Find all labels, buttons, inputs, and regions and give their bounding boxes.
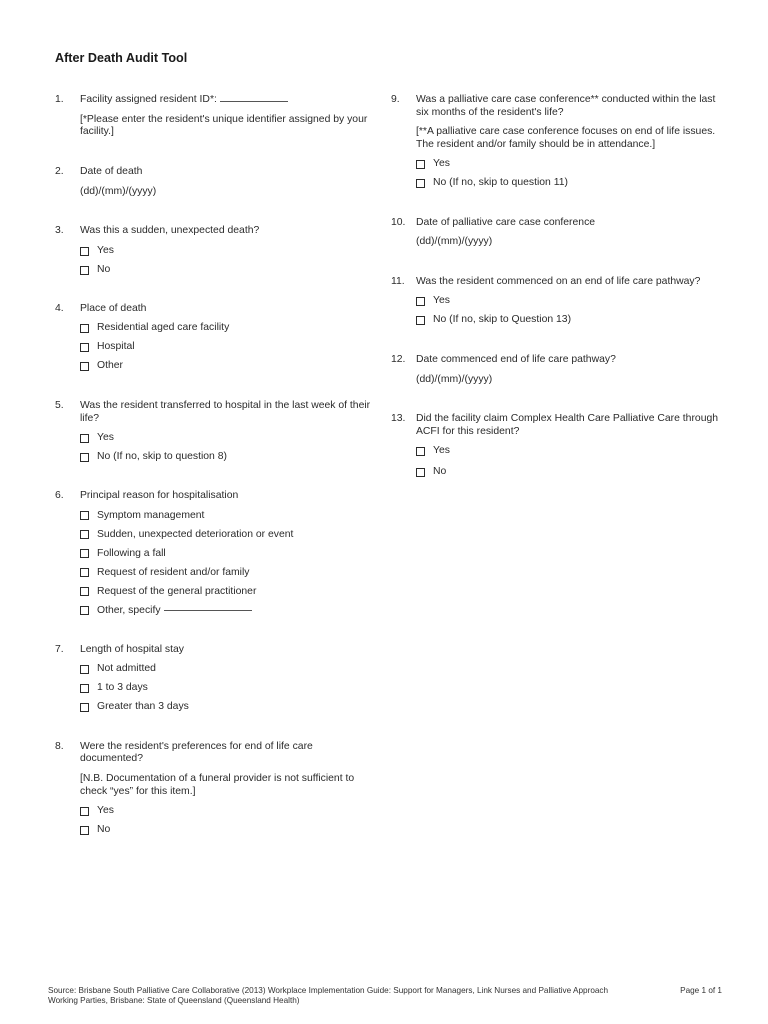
right-column bbox=[391, 94, 721, 506]
option-label: No (If no, skip to Question 13) bbox=[433, 314, 572, 326]
option-label: Request of the general practitioner bbox=[97, 585, 257, 597]
option-label: Following a fall bbox=[97, 547, 166, 559]
option-following-fall[interactable] bbox=[80, 548, 375, 560]
date-format-field[interactable]: (dd)/(mm)/(yyyy) bbox=[416, 373, 493, 385]
option-other[interactable] bbox=[80, 361, 375, 373]
question-7 bbox=[55, 644, 375, 714]
option-not-admitted[interactable] bbox=[80, 664, 375, 676]
option-label: Not admitted bbox=[97, 663, 156, 675]
question-text: Was the resident transferred to hospital in the last week of their life? bbox=[80, 399, 371, 424]
option-no[interactable] bbox=[80, 264, 375, 276]
question-text: Were the resident's preferences for end of life care documented? bbox=[80, 740, 313, 765]
question-number: 8. bbox=[55, 740, 64, 752]
question-number: 1. bbox=[55, 94, 64, 105]
question-text: Facility assigned resident ID*: bbox=[80, 94, 375, 107]
option-residential-aged-care[interactable] bbox=[80, 323, 375, 335]
checkbox-icon[interactable] bbox=[80, 530, 89, 539]
checkbox-icon[interactable] bbox=[80, 587, 89, 596]
option-symptom-management[interactable] bbox=[80, 510, 375, 522]
question-13 bbox=[391, 413, 721, 478]
question-number: 5. bbox=[55, 399, 64, 411]
checkbox-icon[interactable] bbox=[80, 324, 89, 333]
question-note: [N.B. Documentation of a funeral provider is not sufficient to check “yes” for this item.] bbox=[80, 772, 355, 797]
question-text: Was the resident commenced on an end of life care pathway? bbox=[416, 276, 701, 288]
option-label: Residential aged care facility bbox=[97, 322, 230, 334]
page-number: Page 1 of 1 bbox=[680, 986, 722, 995]
option-label: Yes bbox=[433, 158, 450, 170]
date-format-field[interactable]: (dd)/(mm)/(yyyy) bbox=[416, 236, 493, 248]
question-number: 3. bbox=[55, 225, 64, 237]
checkbox-icon[interactable] bbox=[80, 434, 89, 443]
option-label: Other, specify bbox=[97, 604, 161, 616]
option-yes[interactable] bbox=[416, 446, 721, 458]
checkbox-icon[interactable] bbox=[80, 606, 89, 615]
question-9 bbox=[391, 94, 721, 190]
question-note: [**A palliative care case conference focuses on end of life issues. The resident and/or family should be in attendance.] bbox=[416, 126, 716, 151]
option-label: No (If no, skip to question 8) bbox=[97, 450, 227, 462]
left-column bbox=[55, 94, 375, 863]
checkbox-icon[interactable] bbox=[80, 343, 89, 352]
option-request-gp[interactable] bbox=[80, 586, 375, 598]
page-footer bbox=[48, 986, 722, 1006]
question-text: Date of death bbox=[80, 166, 143, 178]
question-text: Date of palliative care case conference bbox=[416, 216, 596, 228]
option-greater-than-3-days[interactable] bbox=[80, 702, 375, 714]
question-number: 11. bbox=[391, 276, 405, 288]
resident-id-blank-field[interactable] bbox=[220, 101, 288, 102]
option-label: 1 to 3 days bbox=[97, 682, 148, 694]
question-1 bbox=[55, 94, 375, 139]
question-4 bbox=[55, 303, 375, 373]
option-yes[interactable] bbox=[416, 159, 721, 171]
option-label: No bbox=[433, 466, 447, 478]
question-text: Place of death bbox=[80, 303, 147, 315]
option-yes[interactable] bbox=[80, 432, 375, 444]
checkbox-icon[interactable] bbox=[416, 316, 425, 325]
option-label: Sudden, unexpected deterioration or event bbox=[97, 528, 294, 540]
checkbox-icon[interactable] bbox=[416, 160, 425, 169]
question-number: 2. bbox=[55, 166, 64, 178]
checkbox-icon[interactable] bbox=[416, 447, 425, 456]
question-8 bbox=[55, 741, 375, 837]
option-label: Other bbox=[97, 360, 123, 372]
checkbox-icon[interactable] bbox=[416, 468, 425, 477]
question-10 bbox=[391, 217, 721, 249]
question-text: Did the facility claim Complex Health Care Palliative Care through ACFI for this resident? bbox=[416, 413, 719, 437]
option-no[interactable] bbox=[80, 451, 375, 463]
option-hospital[interactable] bbox=[80, 342, 375, 354]
option-sudden-deterioration[interactable] bbox=[80, 529, 375, 541]
option-other-specify[interactable] bbox=[80, 605, 375, 617]
option-label: Symptom management bbox=[97, 509, 205, 521]
question-text: Was this a sudden, unexpected death? bbox=[80, 225, 260, 237]
option-no[interactable] bbox=[80, 824, 375, 836]
checkbox-icon[interactable] bbox=[80, 807, 89, 816]
option-label: Hospital bbox=[97, 341, 135, 353]
question-text: Length of hospital stay bbox=[80, 643, 184, 655]
question-number: 10. bbox=[391, 216, 406, 228]
question-number: 12. bbox=[391, 353, 406, 365]
question-number: 7. bbox=[55, 643, 64, 655]
checkbox-icon[interactable] bbox=[80, 362, 89, 371]
question-2 bbox=[55, 166, 375, 198]
question-11 bbox=[391, 276, 721, 327]
option-label: Yes bbox=[97, 804, 114, 816]
option-label: Yes bbox=[433, 445, 450, 457]
option-no[interactable] bbox=[416, 467, 721, 479]
option-label: Greater than 3 days bbox=[97, 701, 189, 713]
question-text: Principal reason for hospitalisation bbox=[80, 490, 239, 502]
option-label: Yes bbox=[97, 431, 114, 443]
checkbox-icon[interactable] bbox=[80, 826, 89, 835]
question-note: [*Please enter the resident's unique identifier assigned by your facility.] bbox=[80, 113, 368, 138]
option-1-to-3-days[interactable] bbox=[80, 683, 375, 695]
checkbox-icon[interactable] bbox=[80, 247, 89, 256]
other-specify-blank-field[interactable] bbox=[164, 610, 252, 611]
option-request-resident-family[interactable] bbox=[80, 567, 375, 579]
question-12 bbox=[391, 354, 721, 386]
checkbox-icon[interactable] bbox=[416, 297, 425, 306]
option-label: Yes bbox=[433, 295, 450, 307]
checkbox-icon[interactable] bbox=[80, 511, 89, 520]
question-text: Was a palliative care case conference** conducted within the last six months of the resident's life? bbox=[416, 94, 716, 118]
option-no[interactable] bbox=[416, 315, 721, 327]
question-number: 4. bbox=[55, 303, 64, 315]
source-citation: Source: Brisbane South Palliative Care Collaborative (2013) Workplace Implementation Guide: Support for Managers, Link Nurses and Palliative Approach Working Parties, Brisbane: State of Queensland (Queensland Health) bbox=[48, 986, 609, 1005]
checkbox-icon[interactable] bbox=[80, 568, 89, 577]
checkbox-icon[interactable] bbox=[80, 549, 89, 558]
checkbox-icon[interactable] bbox=[80, 266, 89, 275]
date-format-field[interactable]: (dd)/(mm)/(yyyy) bbox=[80, 185, 157, 197]
option-label: No (If no, skip to question 11) bbox=[433, 177, 568, 189]
question-3 bbox=[55, 225, 375, 276]
question-number: 13. bbox=[391, 413, 406, 425]
checkbox-icon[interactable] bbox=[416, 179, 425, 188]
question-number: 9. bbox=[391, 94, 400, 105]
checkbox-icon[interactable] bbox=[80, 665, 89, 674]
option-label: Yes bbox=[97, 244, 114, 256]
option-yes[interactable] bbox=[416, 296, 721, 308]
page-title: After Death Audit Tool bbox=[55, 51, 188, 65]
option-label: No bbox=[97, 263, 111, 275]
option-label: No bbox=[97, 823, 111, 835]
checkbox-icon[interactable] bbox=[80, 453, 89, 462]
option-label: Request of resident and/or family bbox=[97, 566, 250, 578]
question-6 bbox=[55, 490, 375, 617]
checkbox-icon[interactable] bbox=[80, 684, 89, 693]
option-yes[interactable] bbox=[80, 245, 375, 257]
question-number: 6. bbox=[55, 490, 64, 502]
option-no[interactable] bbox=[416, 178, 721, 190]
question-5 bbox=[55, 400, 375, 463]
option-yes[interactable] bbox=[80, 805, 375, 817]
checkbox-icon[interactable] bbox=[80, 703, 89, 712]
question-text: Date commenced end of life care pathway? bbox=[416, 353, 616, 365]
